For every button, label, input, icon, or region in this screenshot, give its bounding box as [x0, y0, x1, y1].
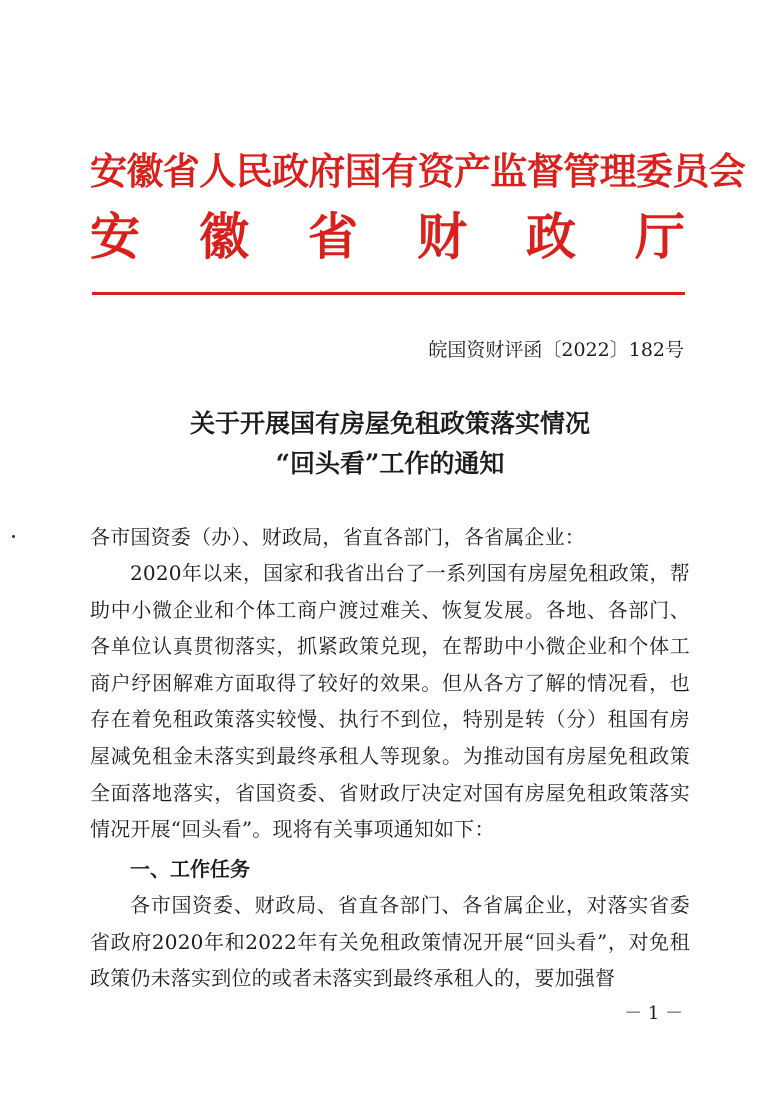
letterhead-char: 政 — [526, 207, 576, 266]
letterhead-char: 厅 — [635, 207, 685, 266]
document-title-line-2: “回头看”工作的通知 — [275, 449, 505, 478]
scan-speck — [12, 535, 15, 538]
section-heading: 一、工作任务 — [130, 857, 250, 881]
document-title-line-1: 关于开展国有房屋免租政策落实情况 — [189, 409, 590, 438]
page-number: － 1 － — [624, 1003, 683, 1024]
body-paragraph-1: 2020年以来，国家和我省出台了一系列国有房屋免租政策，帮助中小微企业和个体工商户渡过难关、恢复发展。各地、各部门、各单位认真贯彻落实，抓紧政策兑现，在帮助中小微企业和个体工商户纾困解难方面取得了较好的效果。但从各方了解的情况看，也存在着免租政策落实较慢、执行不到位，特别是转（分）租国有房屋减免租金未落实到最终承租人等现象。为推动国有房屋免租政策全面落地落实，省国资委、省财政厅决定对国有房屋免租政策落实情况开展“回头看”。现将有关事项通知如下： — [90, 561, 690, 842]
letterhead-char: 财 — [417, 207, 467, 266]
salutation: 各市国资委（办）、财政局，省直各部门，各省属企业： — [90, 525, 585, 549]
letterhead-line-1: 安徽省人民政府国有资产监督管理委员会 — [90, 149, 746, 193]
letterhead-char: 安 — [90, 207, 140, 266]
document-number: 皖国资财评函〔2022〕182号 — [428, 339, 684, 361]
letterhead-char: 省 — [308, 207, 358, 266]
body-paragraph-2: 各市国资委、财政局、省直各部门、各省属企业，对落实省委省政府2020年和2022年有关免租政策情况开展“回头看”，对免租政策仍未落实到位的或者未落实到最终承租人的，要加强督 — [90, 893, 690, 991]
letterhead-char: 徽 — [199, 207, 249, 266]
letterhead-divider — [92, 292, 685, 295]
letterhead-line-2 — [90, 206, 685, 268]
